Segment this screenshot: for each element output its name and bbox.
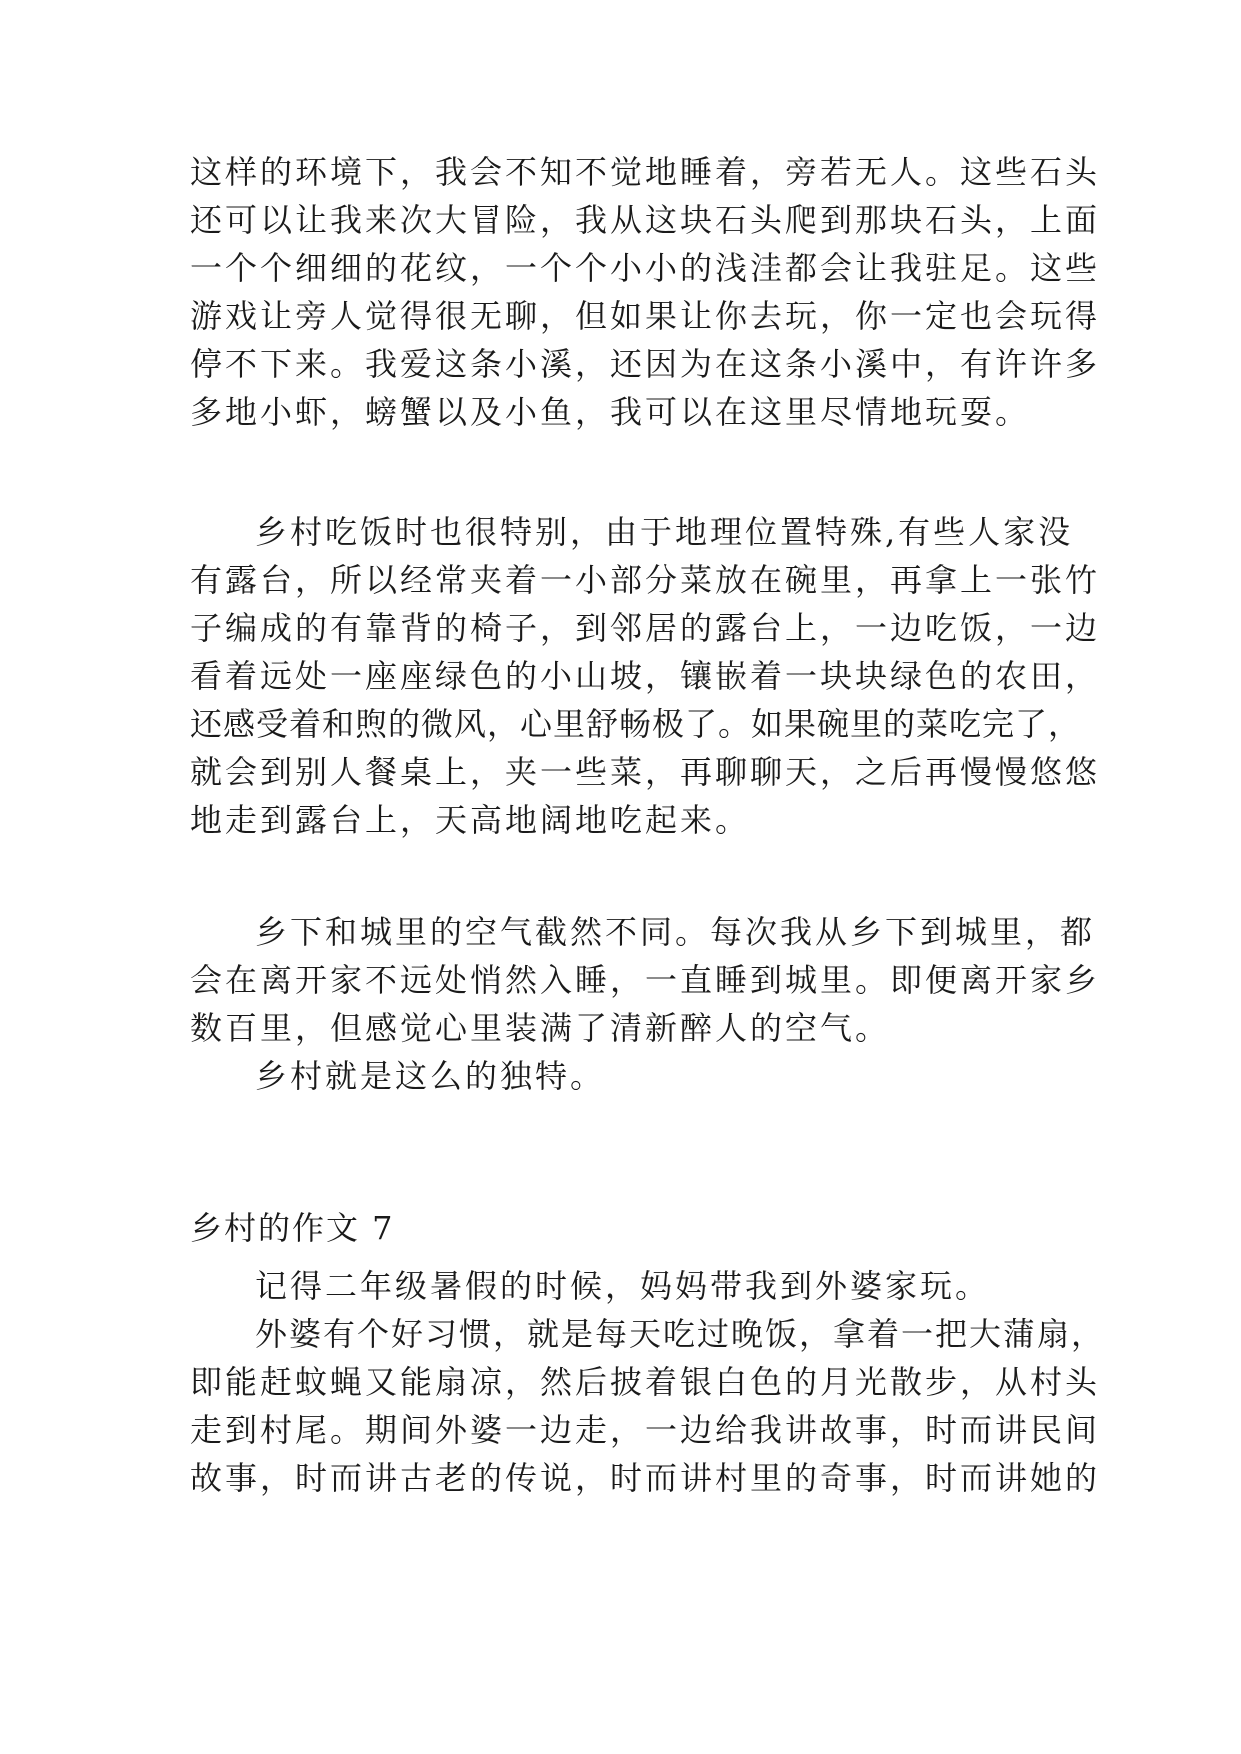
text-line: 有露台，所以经常夹着一小部分菜放在碗里，再拿上一张竹 [190,561,1101,599]
text-line: 游戏让旁人觉得很无聊，但如果让你去玩，你一定也会玩得 [190,297,1101,335]
text-line: 子编成的有靠背的椅子，到邻居的露台上，一边吃饭，一边 [190,609,1101,647]
text-line: 这样的环境下，我会不知不觉地睡着，旁若无人。这些石头 [190,153,1101,191]
paragraph-first-line: 乡下和城里的空气截然不同。每次我从乡下到城里，都 [255,913,1096,951]
text-line: 就会到别人餐桌上，夹一些菜，再聊聊天，之后再慢慢悠悠 [190,753,1101,791]
text-line: 走到村尾。期间外婆一边走，一边给我讲故事，时而讲民间 [190,1411,1101,1449]
paragraph-first-line: 记得二年级暑假的时候，妈妈带我到外婆家玩。 [255,1267,991,1305]
text-line: 故事，时而讲古老的传说，时而讲村里的奇事，时而讲她的 [190,1459,1101,1497]
section-title: 乡村的作文 7 [190,1209,395,1247]
text-line: 停不下来。我爱这条小溪，还因为在这条小溪中，有许许多 [190,345,1101,383]
paragraph-first-line: 乡村就是这么的独特。 [255,1057,606,1095]
text-line: 数百里，但感觉心里装满了清新醉人的空气。 [190,1009,891,1047]
text-line: 多地小虾，螃蟹以及小鱼，我可以在这里尽情地玩耍。 [190,393,1031,431]
text-line: 地走到露台上，天高地阔地吃起来。 [190,801,751,839]
paragraph-first-line: 外婆有个好习惯，就是每天吃过晚饭，拿着一把大蒲扇， [255,1315,1106,1353]
text-line: 还感受着和煦的微风，心里舒畅极了。如果碗里的菜吃完了， [190,705,1082,743]
text-line: 一个个细细的花纹，一个个小小的浅洼都会让我驻足。这些 [190,249,1101,287]
text-line: 即能赶蚊蝇又能扇凉，然后披着银白色的月光散步，从村头 [190,1363,1101,1401]
text-line: 会在离开家不远处悄然入睡，一直睡到城里。即便离开家乡 [190,961,1101,999]
text-line: 还可以让我来次大冒险，我从这块石头爬到那块石头，上面 [190,201,1101,239]
text-line: 看着远处一座座绿色的小山坡，镶嵌着一块块绿色的农田， [190,657,1101,695]
paragraph-first-line: 乡村吃饭时也很特别，由于地理位置特殊,有些人家没 [255,513,1074,551]
